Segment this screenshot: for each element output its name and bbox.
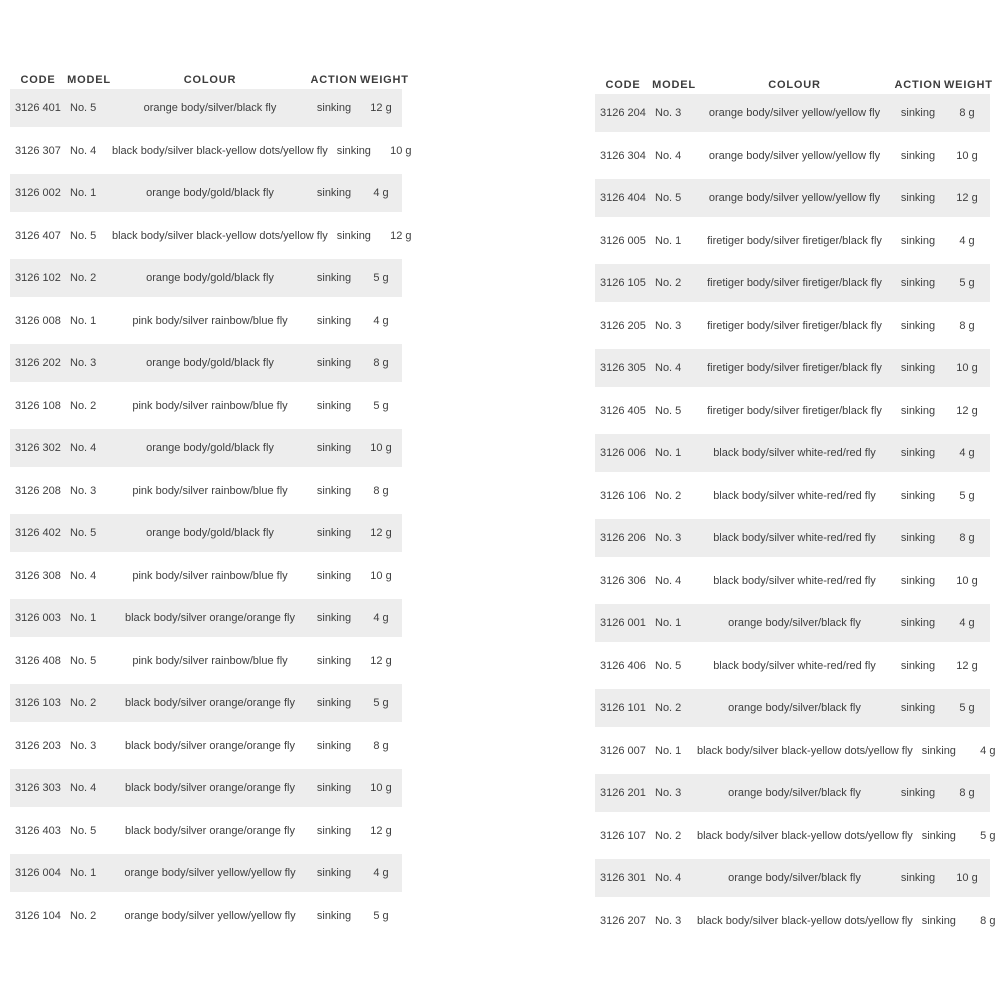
weight-cell: 5 g [373,909,389,922]
table-row [10,807,402,854]
colour-cell: black body/silver white-red/red fly [713,489,876,502]
code-cell: 3126 001 [600,617,646,629]
code-cell: 3126 208 [15,484,61,497]
table-row [10,637,402,684]
column-header-model: MODEL [67,73,111,86]
action-cell: sinking [316,697,352,709]
column-header-weight: WEIGHT [944,78,993,91]
weight-cell: 4 g [959,234,975,247]
colour-cell: firetiger body/silver firetiger/black fly [707,362,882,374]
code-cell: 3126 301 [600,872,646,884]
table-body [10,89,412,939]
colour-cell: pink body/silver rainbow/blue fly [132,484,288,497]
weight-cell: 12 g [956,192,978,204]
table-row [10,599,402,637]
colour-cell: orange body/silver yellow/yellow fly [708,192,881,204]
column-header-weight: WEIGHT [360,73,409,86]
action-cell: sinking [336,229,371,242]
table-row [595,179,990,217]
weight-cell: 10 g [370,569,392,582]
model-cell: No. 3 [70,739,97,752]
colour-cell: orange body/gold/black fly [146,357,274,369]
table-row [595,349,990,387]
colour-cell: orange body/silver yellow/yellow fly [124,909,296,922]
action-cell: sinking [316,484,352,497]
weight-cell: 10 g [956,362,978,374]
model-cell: No. 2 [655,489,682,502]
colour-cell: black body/silver orange/orange fly [125,782,295,794]
action-cell: sinking [316,272,352,284]
weight-cell: 10 g [370,782,392,794]
model-cell: No. 3 [655,107,682,119]
model-cell: No. 1 [655,744,682,757]
model-cell: No. 5 [70,654,97,667]
weight-cell: 5 g [373,697,389,709]
table-row [595,727,996,774]
table-row [595,519,990,557]
code-cell: 3126 205 [600,319,646,332]
weight-cell: 5 g [959,702,975,714]
action-cell: sinking [900,787,936,799]
column-header-code: CODE [20,73,56,86]
action-cell: sinking [316,442,352,454]
code-cell: 3126 104 [15,909,61,922]
action-cell: sinking [921,829,956,842]
table-row [10,514,402,552]
weight-cell: 5 g [373,272,389,284]
model-cell: No. 2 [655,829,682,842]
model-cell: No. 4 [70,569,97,582]
model-cell: No. 2 [70,399,97,412]
table-row [595,132,990,179]
action-cell: sinking [900,702,936,714]
table-row [595,264,990,302]
colour-cell: black body/silver orange/orange fly [125,739,295,752]
weight-cell: 10 g [370,442,392,454]
table-row [10,769,402,807]
colour-cell: orange body/silver/black fly [728,702,861,714]
model-cell: No. 1 [655,617,682,629]
model-cell: No. 1 [655,234,682,247]
weight-cell: 5 g [373,399,389,412]
colour-cell: pink body/silver rainbow/blue fly [132,399,288,412]
code-cell: 3126 206 [600,532,646,544]
model-cell: No. 4 [70,782,97,794]
weight-cell: 10 g [956,574,978,587]
colour-cell: black body/silver black-yellow dots/yellow fly [697,829,913,842]
colour-cell: firetiger body/silver firetiger/black fly [707,404,882,417]
model-cell: No. 1 [70,612,97,624]
model-cell: No. 1 [655,447,682,459]
model-cell: No. 5 [655,659,682,672]
table-row [595,689,990,727]
action-cell: sinking [900,234,936,247]
table-row [10,174,402,212]
code-cell: 3126 305 [600,362,646,374]
colour-cell: orange body/silver yellow/yellow fly [124,867,296,879]
code-cell: 3126 101 [600,702,646,714]
code-cell: 3126 108 [15,399,61,412]
action-cell: sinking [316,399,352,412]
code-cell: 3126 103 [15,697,61,709]
colour-cell: pink body/silver rainbow/blue fly [132,654,288,667]
weight-cell: 10 g [956,872,978,884]
action-cell: sinking [316,527,352,539]
colour-cell: orange body/gold/black fly [146,527,274,539]
action-cell: sinking [900,659,936,672]
action-cell: sinking [900,404,936,417]
model-cell: No. 5 [70,824,97,837]
action-cell: sinking [900,192,936,204]
table-row [10,127,412,174]
table-row [10,429,402,467]
code-cell: 3126 306 [600,574,646,587]
weight-cell: 12 g [370,654,392,667]
colour-cell: firetiger body/silver firetiger/black fly [707,319,882,332]
model-cell: No. 2 [655,702,682,714]
table-row [10,89,402,127]
spec-table-right [595,75,996,944]
code-cell: 3126 304 [600,149,646,162]
action-cell: sinking [900,872,936,884]
code-cell: 3126 005 [600,234,646,247]
model-cell: No. 4 [70,144,97,157]
weight-cell: 12 g [956,404,978,417]
action-cell: sinking [900,319,936,332]
model-cell: No. 2 [655,277,682,289]
table-body [595,94,996,944]
colour-cell: orange body/silver yellow/yellow fly [708,107,881,119]
weight-cell: 8 g [959,532,975,544]
model-cell: No. 2 [70,272,97,284]
model-cell: No. 5 [70,527,97,539]
model-cell: No. 3 [70,357,97,369]
action-cell: sinking [316,357,352,369]
colour-cell: black body/silver white-red/red fly [713,574,876,587]
table-row [595,812,996,859]
weight-cell: 8 g [959,319,975,332]
table-row [595,774,990,812]
table-header-row [10,70,409,89]
model-cell: No. 4 [655,574,682,587]
action-cell: sinking [316,187,352,199]
code-cell: 3126 407 [15,229,61,242]
code-cell: 3126 401 [15,102,61,114]
colour-cell: black body/silver black-yellow dots/yellow fly [697,914,913,927]
weight-cell: 8 g [373,484,389,497]
table-row [10,722,402,769]
weight-cell: 5 g [959,489,975,502]
weight-cell: 4 g [373,314,389,327]
table-row [10,382,402,429]
weight-cell: 8 g [959,107,975,119]
table-row [595,859,990,897]
weight-cell: 12 g [370,102,392,114]
code-cell: 3126 202 [15,357,61,369]
code-cell: 3126 006 [600,447,646,459]
model-cell: No. 3 [655,319,682,332]
weight-cell: 4 g [373,612,389,624]
action-cell: sinking [316,782,352,794]
table-row [10,892,402,939]
colour-cell: black body/silver orange/orange fly [125,824,295,837]
code-cell: 3126 007 [600,744,646,757]
action-cell: sinking [900,447,936,459]
code-cell: 3126 004 [15,867,61,879]
code-cell: 3126 405 [600,404,646,417]
model-cell: No. 1 [70,867,97,879]
colour-cell: orange body/silver/black fly [728,872,861,884]
code-cell: 3126 107 [600,829,646,842]
table-row [595,897,996,944]
colour-cell: black body/silver white-red/red fly [713,447,876,459]
code-cell: 3126 308 [15,569,61,582]
column-header-colour: COLOUR [768,78,821,91]
action-cell: sinking [316,569,352,582]
colour-cell: black body/silver black-yellow dots/yellow fly [112,229,328,242]
action-cell: sinking [921,744,956,757]
model-cell: No. 5 [70,229,97,242]
column-header-action: ACTION [894,78,942,91]
table-row [10,684,402,722]
colour-cell: firetiger body/silver firetiger/black fly [707,277,882,289]
action-cell: sinking [900,107,936,119]
colour-cell: black body/silver white-red/red fly [713,532,876,544]
table-row [595,642,990,689]
weight-cell: 4 g [959,617,975,629]
code-cell: 3126 102 [15,272,61,284]
weight-cell: 8 g [980,914,996,927]
table-row [595,217,990,264]
action-cell: sinking [900,277,936,289]
weight-cell: 5 g [980,829,996,842]
code-cell: 3126 402 [15,527,61,539]
code-cell: 3126 404 [600,192,646,204]
model-cell: No. 1 [70,314,97,327]
table-row [10,259,402,297]
action-cell: sinking [900,149,936,162]
model-cell: No. 5 [70,102,97,114]
model-cell: No. 4 [655,872,682,884]
colour-cell: orange body/silver/black fly [143,102,277,114]
weight-cell: 12 g [956,659,978,672]
action-cell: sinking [316,102,352,114]
action-cell: sinking [316,824,352,837]
code-cell: 3126 106 [600,489,646,502]
table-row [595,94,990,132]
colour-cell: orange body/gold/black fly [146,442,274,454]
model-cell: No. 4 [70,442,97,454]
model-cell: No. 3 [70,484,97,497]
column-header-action: ACTION [310,73,358,86]
action-cell: sinking [900,362,936,374]
action-cell: sinking [316,867,352,879]
colour-cell: orange body/silver/black fly [728,787,861,799]
table-row [10,854,402,892]
table-row [595,387,990,434]
weight-cell: 4 g [980,744,996,757]
weight-cell: 10 g [956,149,978,162]
table-header-row [595,75,993,94]
weight-cell: 4 g [959,447,975,459]
code-cell: 3126 002 [15,187,61,199]
model-cell: No. 3 [655,914,682,927]
code-cell: 3126 207 [600,914,646,927]
action-cell: sinking [316,739,352,752]
table-row [595,472,990,519]
model-cell: No. 3 [655,532,682,544]
column-header-colour: COLOUR [183,73,237,86]
weight-cell: 4 g [373,867,389,879]
code-cell: 3126 303 [15,782,61,794]
action-cell: sinking [900,489,936,502]
action-cell: sinking [316,909,352,922]
action-cell: sinking [900,574,936,587]
colour-cell: pink body/silver rainbow/blue fly [132,314,288,327]
weight-cell: 10 g [390,144,412,157]
code-cell: 3126 003 [15,612,61,624]
code-cell: 3126 203 [15,739,61,752]
table-row [10,467,402,514]
model-cell: No. 3 [655,787,682,799]
code-cell: 3126 302 [15,442,61,454]
model-cell: No. 1 [70,187,97,199]
spec-table-left [10,70,412,939]
weight-cell: 12 g [390,229,412,242]
colour-cell: orange body/gold/black fly [146,187,274,199]
code-cell: 3126 406 [600,659,646,672]
weight-cell: 8 g [373,739,389,752]
weight-cell: 8 g [959,787,975,799]
code-cell: 3126 105 [600,277,646,289]
code-cell: 3126 307 [15,144,61,157]
table-row [10,212,412,259]
action-cell: sinking [336,144,371,157]
model-cell: No. 2 [70,909,97,922]
colour-cell: black body/silver orange/orange fly [125,697,295,709]
colour-cell: black body/silver black-yellow dots/yellow fly [697,744,913,757]
model-cell: No. 2 [70,697,97,709]
colour-cell: orange body/silver yellow/yellow fly [708,149,881,162]
action-cell: sinking [316,314,352,327]
table-row [595,302,990,349]
weight-cell: 4 g [373,187,389,199]
table-row [10,297,402,344]
model-cell: No. 4 [655,149,682,162]
column-header-code: CODE [605,78,641,91]
colour-cell: orange body/gold/black fly [146,272,274,284]
action-cell: sinking [316,612,352,624]
table-row [10,344,402,382]
colour-cell: orange body/silver/black fly [728,617,861,629]
code-cell: 3126 008 [15,314,61,327]
model-cell: No. 5 [655,192,682,204]
weight-cell: 12 g [370,824,392,837]
table-row [595,434,990,472]
code-cell: 3126 408 [15,654,61,667]
colour-cell: black body/silver orange/orange fly [125,612,295,624]
column-header-model: MODEL [652,78,696,91]
action-cell: sinking [316,654,352,667]
table-row [595,604,990,642]
weight-cell: 12 g [370,527,392,539]
code-cell: 3126 403 [15,824,61,837]
colour-cell: pink body/silver rainbow/blue fly [132,569,288,582]
action-cell: sinking [921,914,956,927]
table-row [595,557,990,604]
action-cell: sinking [900,617,936,629]
action-cell: sinking [900,532,936,544]
weight-cell: 8 g [373,357,389,369]
model-cell: No. 4 [655,362,682,374]
colour-cell: black body/silver white-red/red fly [713,659,876,672]
code-cell: 3126 204 [600,107,646,119]
weight-cell: 5 g [959,277,975,289]
table-row [10,552,402,599]
code-cell: 3126 201 [600,787,646,799]
colour-cell: black body/silver black-yellow dots/yellow fly [112,144,328,157]
colour-cell: firetiger body/silver firetiger/black fly [707,234,882,247]
model-cell: No. 5 [655,404,682,417]
